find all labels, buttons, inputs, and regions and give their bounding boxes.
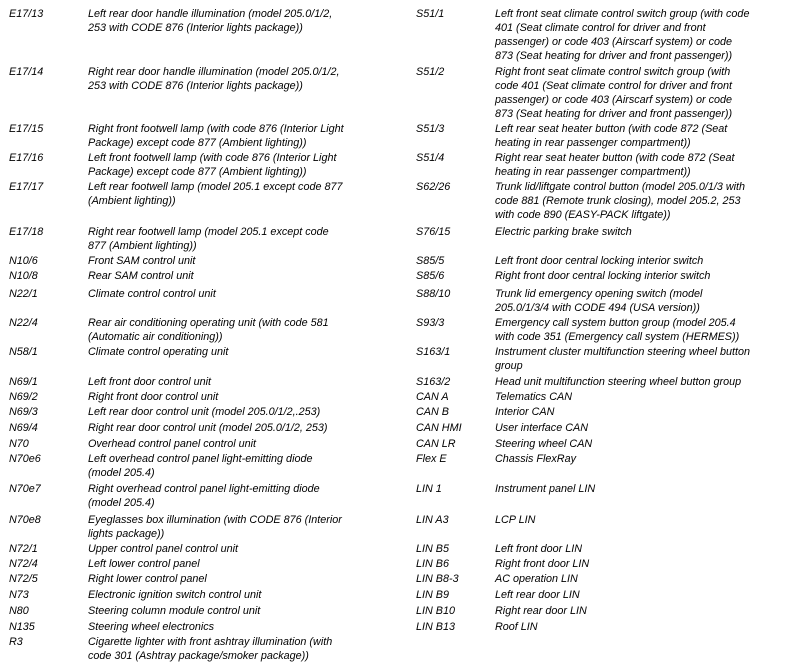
entry-description: Rear SAM control unit — [88, 270, 194, 282]
legend-entry — [9, 620, 404, 634]
entry-description: Left front footwell lamp (with code 876 (Interior Light Package) except code 877 (Ambient lighting)) — [88, 152, 337, 178]
legend-entry — [9, 316, 404, 344]
entry-description: Right front door LIN — [495, 558, 590, 570]
entry-description: Left front door central locking interior switch — [495, 255, 704, 267]
entry-description: Instrument panel LIN — [495, 483, 596, 495]
entry-code: N135 — [9, 621, 35, 633]
legend-entry — [9, 225, 404, 253]
legend-entry — [416, 405, 794, 419]
entry-code: LIN 1 — [416, 483, 442, 495]
entry-code: LIN A3 — [416, 514, 449, 526]
entry-code: S51/1 — [416, 8, 445, 20]
legend-entry — [416, 620, 794, 634]
legend-entry — [416, 225, 794, 239]
entry-code: S51/2 — [416, 66, 445, 78]
entry-code: N70e6 — [9, 453, 41, 465]
entry-code: CAN A — [416, 391, 449, 403]
legend-entry — [9, 180, 404, 208]
entry-code: N70e8 — [9, 514, 41, 526]
entry-description: Climate control control unit — [88, 288, 216, 300]
entry-description: Left rear seat heater button (with code 872 (Seat heating in rear passenger compartment)) — [495, 123, 728, 149]
entry-description: Right rear door handle illumination (model 205.0/1/2, 253 with CODE 876 (Interior lights package)) — [88, 66, 340, 92]
legend-entry — [9, 542, 404, 556]
legend-entry — [9, 254, 404, 268]
entry-description: Left rear footwell lamp (model 205.1 except code 877 (Ambient lighting)) — [88, 181, 343, 207]
entry-code: LIN B13 — [416, 621, 456, 633]
entry-code: S163/1 — [416, 346, 451, 358]
entry-code: N69/4 — [9, 422, 38, 434]
entry-description: Left rear door control unit (model 205.0/1/2,.253) — [88, 406, 321, 418]
legend-entry — [416, 287, 794, 315]
legend-entry — [9, 437, 404, 451]
entry-description: Left lower control panel — [88, 558, 200, 570]
legend-entry — [9, 65, 404, 93]
entry-description: Left overhead control panel light-emitting diode (model 205.4) — [88, 453, 313, 479]
entry-code: S85/6 — [416, 270, 445, 282]
entry-description: Steering column module control unit — [88, 605, 261, 617]
entry-code: LIN B9 — [416, 589, 450, 601]
entry-code: E17/18 — [9, 226, 44, 238]
legend-entry — [416, 151, 794, 179]
entry-description: Right lower control panel — [88, 573, 207, 585]
entry-description: Instrument cluster multifunction steering wheel button group — [495, 346, 751, 372]
entry-code: Flex E — [416, 453, 447, 465]
entry-description: Right rear door LIN — [495, 605, 587, 617]
entry-code: R3 — [9, 636, 23, 648]
entry-code: N70e7 — [9, 483, 41, 495]
entry-description: Left front door LIN — [495, 543, 583, 555]
entry-code: CAN HMI — [416, 422, 462, 434]
entry-description: Upper control panel control unit — [88, 543, 239, 555]
legend-entry — [9, 269, 404, 283]
entry-description: Rear air conditioning operating unit (with code 581 (Automatic air conditioning)) — [88, 317, 329, 343]
legend-entry — [416, 513, 794, 527]
entry-code: N72/1 — [9, 543, 38, 555]
legend-entry — [9, 482, 404, 510]
legend-entry — [9, 151, 404, 179]
legend-entry — [9, 375, 404, 389]
legend-entry — [416, 557, 794, 571]
entry-code: N10/8 — [9, 270, 38, 282]
entry-code: LIN B6 — [416, 558, 450, 570]
legend-entry — [416, 588, 794, 602]
legend-entry — [416, 375, 794, 389]
legend-entry — [9, 405, 404, 419]
legend-entry — [416, 7, 794, 63]
entry-description: Electric parking brake switch — [495, 226, 632, 238]
entry-code: E17/14 — [9, 66, 44, 78]
entry-description: Telematics CAN — [495, 391, 573, 403]
entry-code: S88/10 — [416, 288, 451, 300]
legend-entry — [9, 452, 404, 480]
legend-entry — [416, 65, 794, 121]
entry-description: Interior CAN — [495, 406, 555, 418]
entry-code: S51/4 — [416, 152, 445, 164]
entry-code: N69/3 — [9, 406, 38, 418]
legend-entry — [9, 635, 404, 663]
entry-code: LIN B8-3 — [416, 573, 459, 585]
entry-description: Right front door central locking interior switch — [495, 270, 711, 282]
legend-entry — [9, 390, 404, 404]
legend-entry — [9, 421, 404, 435]
legend-entry — [416, 122, 794, 150]
entry-description: Roof LIN — [495, 621, 538, 633]
legend-entry — [9, 513, 404, 541]
entry-description: Right rear footwell lamp (model 205.1 except code 877 (Ambient lighting)) — [88, 226, 329, 252]
entry-code: N22/1 — [9, 288, 38, 300]
legend-entry — [416, 269, 794, 283]
legend-entry — [9, 557, 404, 571]
legend-entry — [416, 421, 794, 435]
legend-entry — [416, 254, 794, 268]
entry-description: Left front seat climate control switch group (with code 401 (Seat climate control for driver and front passenger) or code 403 (Airscarf system) or code 873 (Seat heating for driver and front passenger)) — [495, 8, 750, 62]
legend-entry — [416, 572, 794, 586]
entry-description: Trunk lid/liftgate control button (model 205.0/1/3 with code 881 (Remote trunk closing), model 205.2, 253 with code 890 (EASY-PACK liftgate)) — [495, 181, 746, 221]
entry-code: LIN B10 — [416, 605, 456, 617]
legend-entry — [9, 588, 404, 602]
entry-description: Cigarette lighter with front ashtray illumination (with code 301 (Ashtray package/smoker package)) — [88, 636, 333, 662]
entry-code: E17/17 — [9, 181, 44, 193]
legend-entry — [416, 316, 794, 344]
entry-description: Right front door control unit — [88, 391, 219, 403]
entry-description: Trunk lid emergency opening switch (model 205.0/1/3/4 with CODE 494 (USA version)) — [495, 288, 703, 314]
entry-code: N80 — [9, 605, 29, 617]
legend-entry — [416, 542, 794, 556]
legend-entry — [416, 180, 794, 222]
entry-code: E17/16 — [9, 152, 44, 164]
entry-description: LCP LIN — [495, 514, 536, 526]
entry-description: Left rear door handle illumination (model 205.0/1/2, 253 with CODE 876 (Interior lights package)) — [88, 8, 333, 34]
legend-entry — [416, 604, 794, 618]
entry-code: S76/15 — [416, 226, 451, 238]
entry-code: LIN B5 — [416, 543, 450, 555]
legend-entry — [416, 482, 794, 496]
entry-description: Left rear door LIN — [495, 589, 580, 601]
entry-code: N69/1 — [9, 376, 38, 388]
entry-description: Head unit multifunction steering wheel button group — [495, 376, 742, 388]
entry-code: N72/4 — [9, 558, 38, 570]
entry-code: N58/1 — [9, 346, 38, 358]
entry-description: Climate control operating unit — [88, 346, 229, 358]
legend-entry — [416, 390, 794, 404]
legend-entry — [9, 572, 404, 586]
entry-code: N69/2 — [9, 391, 38, 403]
entry-description: Steering wheel electronics — [88, 621, 215, 633]
entry-description: AC operation LIN — [495, 573, 578, 585]
legend-entry — [416, 345, 794, 373]
entry-description: Right overhead control panel light-emitting diode (model 205.4) — [88, 483, 320, 509]
entry-description: Emergency call system button group (model 205.4 with code 351 (Emergency call system (HERMES)) — [495, 317, 740, 343]
legend-entry — [416, 452, 794, 466]
entry-code: S85/5 — [416, 255, 445, 267]
entry-code: CAN B — [416, 406, 449, 418]
legend-entry — [9, 287, 404, 301]
entry-description: Left front door control unit — [88, 376, 212, 388]
entry-description: Electronic ignition switch control unit — [88, 589, 262, 601]
entry-code: E17/13 — [9, 8, 44, 20]
entry-description: Front SAM control unit — [88, 255, 196, 267]
entry-description: Overhead control panel control unit — [88, 438, 257, 450]
entry-description: Steering wheel CAN — [495, 438, 593, 450]
entry-description: Right front footwell lamp (with code 876 (Interior Light Package) except code 877 (Ambient lighting)) — [88, 123, 344, 149]
entry-description: Right rear seat heater button (with code 872 (Seat heating in rear passenger compartment)) — [495, 152, 735, 178]
entry-code: S62/26 — [416, 181, 451, 193]
legend-entry — [9, 604, 404, 618]
legend-entry — [416, 437, 794, 451]
entry-code: CAN LR — [416, 438, 456, 450]
entry-code: E17/15 — [9, 123, 44, 135]
entry-description: User interface CAN — [495, 422, 589, 434]
entry-code: N10/6 — [9, 255, 38, 267]
legend-entry — [9, 122, 404, 150]
entry-description: Right rear door control unit (model 205.0/1/2, 253) — [88, 422, 328, 434]
entry-description: Eyeglasses box illumination (with CODE 876 (Interior lights package)) — [88, 514, 342, 540]
entry-description: Chassis FlexRay — [495, 453, 576, 465]
entry-description: Right front seat climate control switch group (with code 401 (Seat climate control for driver and front passenger) or code 403 (Airscarf system) or code 873 (Seat heating for driver and front passenger)) — [495, 66, 733, 120]
entry-code: N70 — [9, 438, 29, 450]
entry-code: N73 — [9, 589, 29, 601]
entry-code: N22/4 — [9, 317, 38, 329]
entry-code: S93/3 — [416, 317, 445, 329]
entry-code: S163/2 — [416, 376, 451, 388]
entry-code: S51/3 — [416, 123, 445, 135]
legend-entry — [9, 7, 404, 35]
entry-code: N72/5 — [9, 573, 38, 585]
legend-entry — [9, 345, 404, 359]
